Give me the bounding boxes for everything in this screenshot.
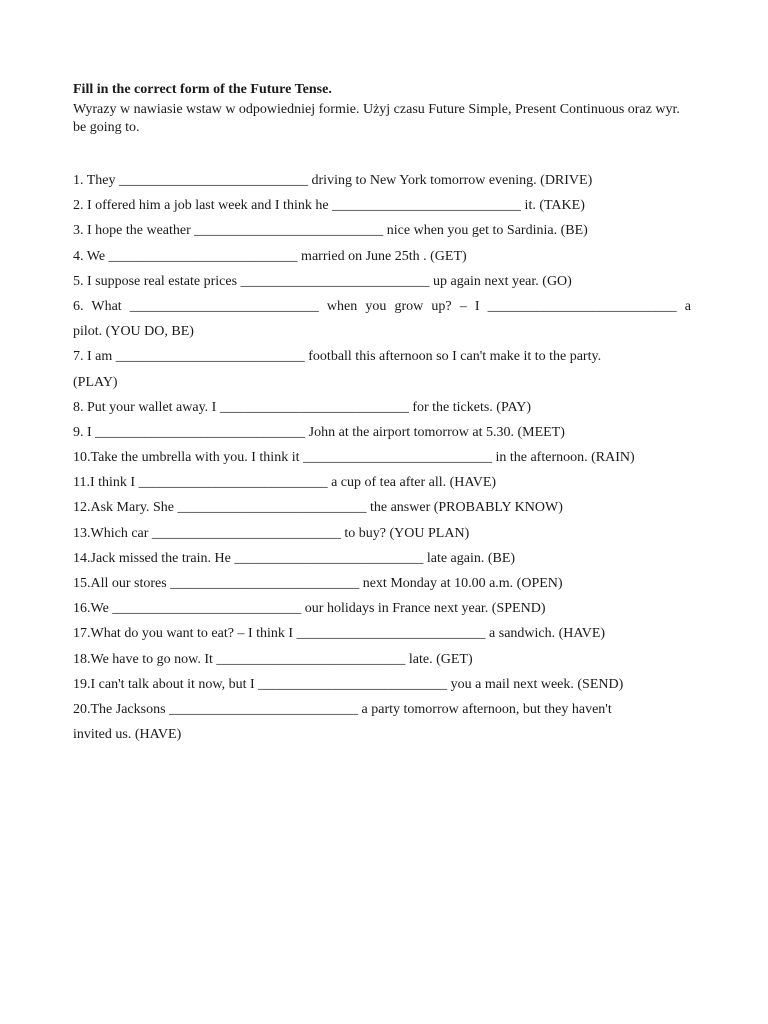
exercise-line: 15.All our stores ___________________________ next Monday at 10.00 a.m. (OPEN) <box>73 576 563 591</box>
exercise-line: 7. I am ___________________________ football this afternoon so I can't make it to the party. <box>73 349 602 365</box>
exercise-line: 14.Jack missed the train. He ___________________________ late again. (BE) <box>73 550 516 566</box>
exercise-line: 16.We ___________________________ our holidays in France next year. (SPEND) <box>73 601 546 617</box>
exercise-line: invited us. (HAVE) <box>73 727 182 743</box>
worksheet-instructions: Wyrazy w nawiasie wstaw w odpowiedniej formie. Użyj czasu Future Simple, Present Continuous oraz wyr. be going to. <box>73 102 680 135</box>
exercise-line: (PLAY) <box>73 374 118 390</box>
exercise-line: 1. They ___________________________ driving to New York tomorrow evening. (DRIVE) <box>73 173 593 188</box>
exercise-line: 11.I think I ___________________________ a cup of tea after all. (HAVE) <box>73 475 497 491</box>
exercise-line: 20.The Jacksons ___________________________ a party tomorrow afternoon, but they haven't <box>73 701 612 717</box>
exercise-line: 6. What ___________________________ when you grow up? – I ___________________________ a <box>73 298 691 314</box>
exercise-line: pilot. (YOU DO, BE) <box>73 324 194 340</box>
exercise-line: 4. We ___________________________ married on June 25th . (GET) <box>73 248 467 264</box>
exercise-line: 12.Ask Mary. She ___________________________ the answer (PROBABLY KNOW) <box>73 500 563 516</box>
exercise-line: 8. Put your wallet away. I ___________________________ for the tickets. (PAY) <box>73 399 532 415</box>
exercise-line: 3. I hope the weather ___________________________ nice when you get to Sardinia. (BE) <box>73 223 588 239</box>
exercise-line: 18.We have to go now. It ___________________________ late. (GET) <box>73 651 473 667</box>
exercise-line: 5. I suppose real estate prices ___________________________ up again next year. (GO) <box>73 273 572 289</box>
exercise-line: 2. I offered him a job last week and I think he ___________________________ it. (TAKE) <box>73 198 585 214</box>
exercise-line: 10.Take the umbrella with you. I think it ___________________________ in the afternoon. (RAIN) <box>73 450 635 466</box>
exercise-line: 13.Which car ___________________________ to buy? (YOU PLAN) <box>73 525 470 541</box>
exercise-line: 19.I can't talk about it now, but I ___________________________ you a mail next week. (SEND) <box>73 676 624 692</box>
exercise-line: 9. I ______________________________ John at the airport tomorrow at 5.30. (MEET) <box>73 424 565 440</box>
exercise-line: 17.What do you want to eat? – I think I ___________________________ a sandwich. (HAVE) <box>73 626 606 642</box>
exercise-list <box>73 168 691 747</box>
worksheet-title: Fill in the correct form of the Future Tense. <box>73 82 332 97</box>
